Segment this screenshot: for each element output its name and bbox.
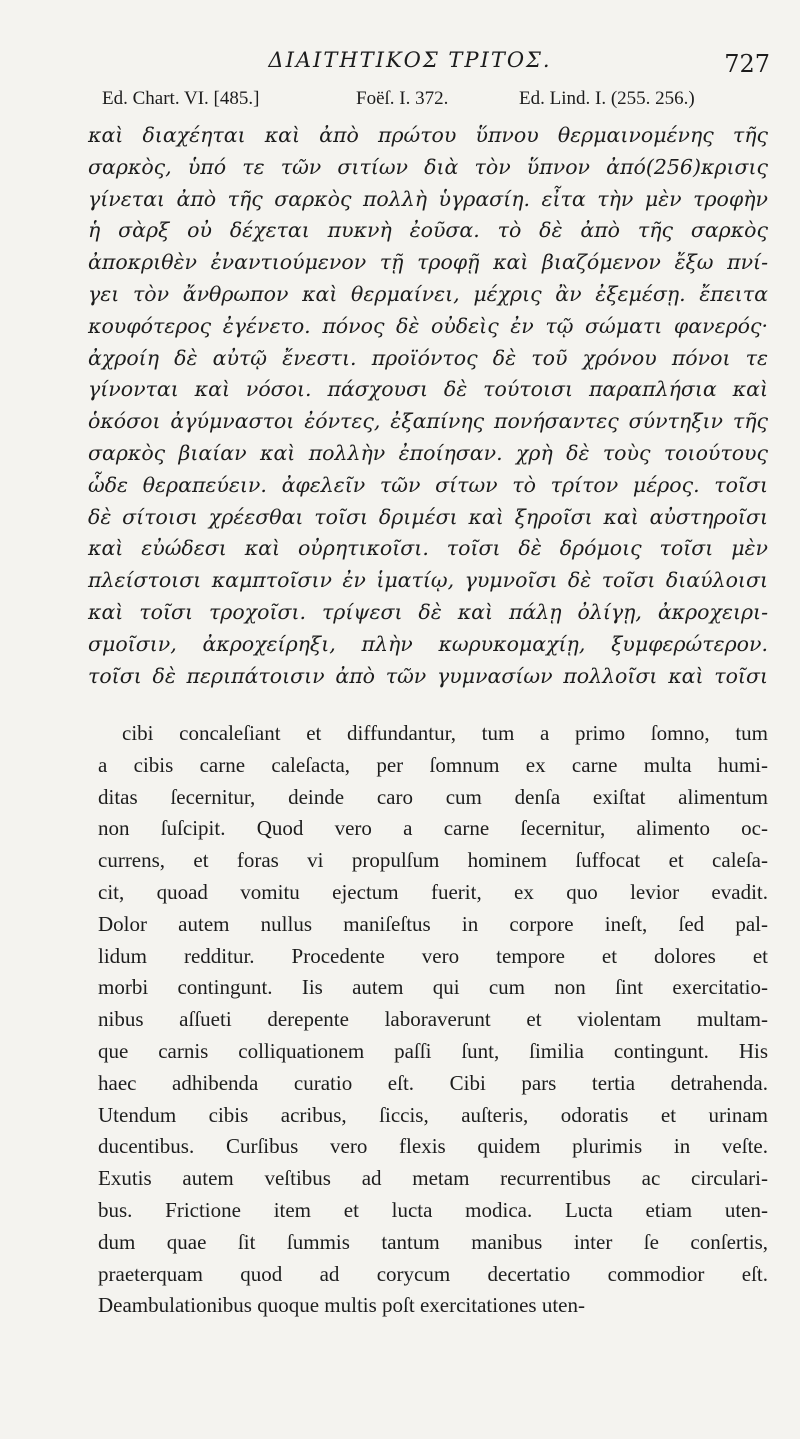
edition-references [102,88,772,118]
latin-text-line: haec adhibenda curatio eſt. Cibi pars tertia detrahenda. [98,1070,768,1095]
greek-text-line: σαρκὸς, ὑπό τε τῶν σιτίων διὰ τὸν ὕπνον ἀπό(256)κρισις [88,154,768,179]
greek-text-line: γίνεται ἀπὸ τῆς σαρκὸς πολλὴ ὑγρασίη. εἶτα τὴν μὲν τροφὴν [88,186,768,211]
latin-text-line: praeterquam quod ad corycum decertatio commodior eſt. [98,1261,768,1286]
latin-translation-block [98,718,768,1322]
running-head [0,46,800,90]
greek-text-line: δὲ σίτοισι χρέεσθαι τοῖσι δριμέσι καὶ ξηροῖσι καὶ αὐστηροῖσι [88,504,768,529]
greek-text-line: ὧδε θεραπεύειν. ἀφελεῖν τῶν σίτων τὸ τρίτον μέρος. τοῖσι [88,472,768,497]
latin-text-line: lidum redditur. Procedente vero tempore et dolores et [98,943,768,968]
greek-text-line: πλείστοισι καμπτοῖσιν ἐν ἱματίῳ, γυμνοῖσι δὲ τοῖσι διαύλοισι [88,568,768,593]
latin-text-line: non ſuſcipit. Quod vero a carne ſecernitur, alimento oc- [98,816,768,841]
latin-text-line: Dolor autem nullus maniſeſtus in corpore ineſt, ſed pal- [98,911,768,936]
latin-text-line: cit, quoad vomitu ejectum fuerit, ex quo levior evadit. [98,879,768,904]
latin-text-line: que carnis colliquationem paſſi ſunt, ſimilia contingunt. His [98,1038,768,1063]
latin-text-line: Exutis autem veſtibus ad metam recurrentibus ac circulari- [98,1166,768,1191]
latin-text-line: Utendum cibis acribus, ſiccis, auſteris, odoratis et urinam [98,1102,768,1127]
greek-text-line: σμοῖσιν, ἀκροχείρηξι, πλὴν κωρυκομαχίῃ, ξυμφερώτερον. [88,631,768,656]
latin-text-line: bus. Frictione item et lucta modica. Lucta etiam uten- [98,1197,768,1222]
greek-text-line: τοῖσι δὲ περιπάτοισιν ἀπὸ τῶν γυμνασίων πολλοῖσι καὶ τοῖσι [88,663,768,688]
greek-text-line: ἀχροίη δὲ αὐτῷ ἔνεστι. προϊόντος δὲ τοῦ χρόνου πόνοι τε [88,345,768,370]
latin-text-line: currens, et foras vi propulſum hominem ſuffocat et caleſa- [98,848,768,873]
latin-text-line: cibi concaleſiant et diffundantur, tum a primo ſomno, tum [122,721,768,745]
greek-text-line: ἡ σὰρξ οὐ δέχεται πυκνὴ ἐοῦσα. τὸ δὲ ἀπὸ τῆς σαρκὸς [88,218,768,243]
edition-linden: Ed. Lind. I. (255. 256.) [519,88,695,109]
latin-text-line: ducentibus. Curſibus vero flexis quidem plurimis in veſte. [98,1134,768,1159]
greek-text-block [88,120,768,692]
greek-text-line: ὁκόσοι ἀγύμναστοι ἐόντες, ἐξαπίνης πονήσαντες σύντηξιν τῆς [88,409,768,434]
page-number: 727 [724,50,770,78]
running-title: ΔΙΑΙΤΗΤΙΚΟΣ ΤΡΙΤΟΣ. [268,48,552,72]
latin-text-line: dum quae ſit ſummis tantum manibus inter ſe conſertis, [98,1229,768,1254]
latin-text-line: a cibis carne caleſacta, per ſomnum ex carne multa humi- [98,752,768,777]
greek-text-line: καὶ τοῖσι τροχοῖσι. τρίψεσι δὲ καὶ πάλῃ ὀλίγῃ, ἀκροχειρι- [88,599,768,624]
greek-text-line: ἀποκριθὲν ἐναντιούμενον τῇ τροφῇ καὶ βιαζόμενον ἔξω πνί- [88,250,768,275]
greek-text-line: σαρκὸς βιαίαν καὶ πολλὴν ἐποίησαν. χρὴ δὲ τοὺς τοιούτους [88,440,768,465]
edition-chartier: Ed. Chart. VI. [485.] [102,88,260,109]
latin-text-line: ditas ſecernitur, deinde caro cum denſa exiſtat alimentum [98,784,768,809]
latin-text-line: nibus aſſueti derepente laboraverunt et violentam multam- [98,1007,768,1032]
greek-text-line: καὶ διαχέηται καὶ ἀπὸ πρώτου ὕπνου θερμαινομένης τῆς [88,123,768,147]
greek-text-line: καὶ εὐώδεσι καὶ οὐρητικοῖσι. τοῖσι δὲ δρόμοις τοῖσι μὲν [88,536,768,561]
greek-text-line: κουφότερος ἐγένετο. πόνος δὲ οὐδεὶς ἐν τῷ σώματι φανερός· [88,313,768,338]
latin-text-line: Deambulationibus quoque multis poſt exercitationes uten- [98,1293,585,1318]
greek-text-line: γίνονται καὶ νόσοι. πάσχουσι δὲ τούτοισι παραπλήσια καὶ [88,377,768,402]
edition-foesius: Foëſ. I. 372. [356,88,449,109]
greek-text-line: γει τὸν ἄνθρωπον καὶ θερμαίνει, μέχρις ἂν ἐξεμέσῃ. ἔπειτα [88,281,768,306]
latin-text-line: morbi contingunt. Iis autem qui cum non ſint exercitatio- [98,975,768,1000]
